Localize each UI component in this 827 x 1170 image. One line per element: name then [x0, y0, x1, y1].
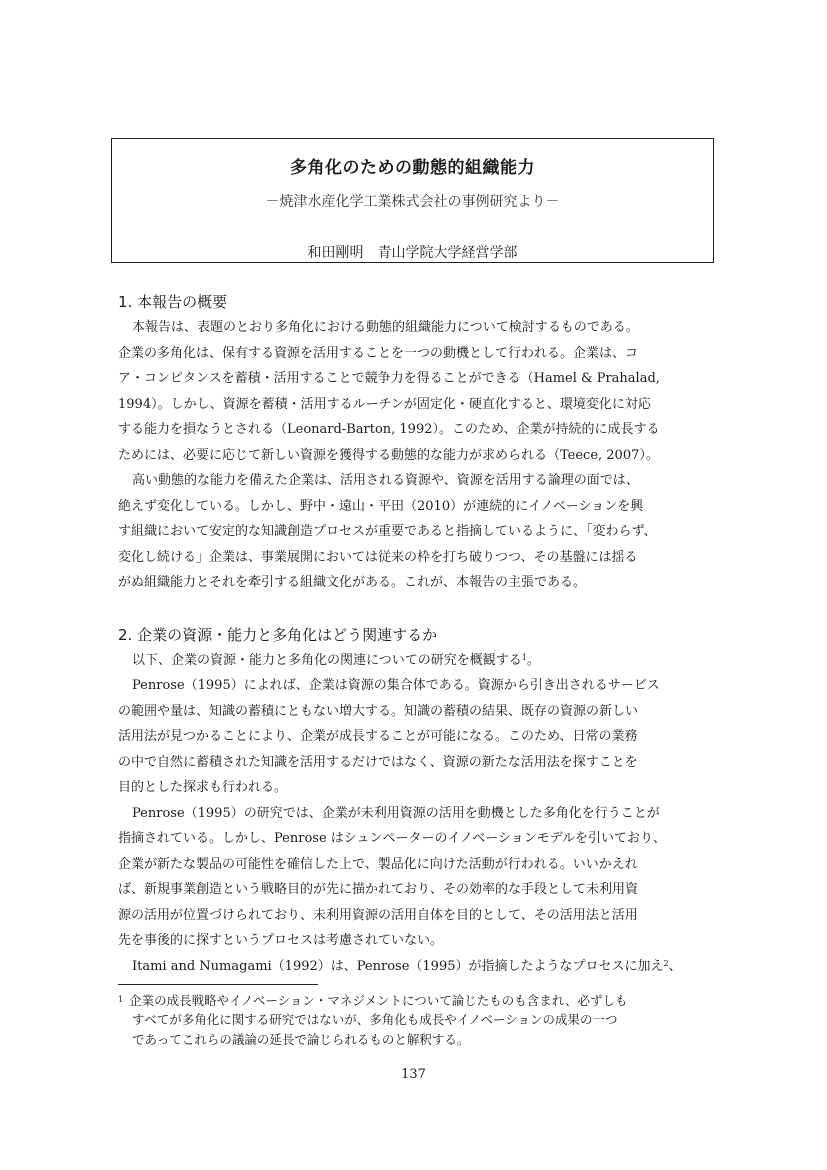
text-line: 先を事後的に探すというプロセスは考慮されていない。 [118, 933, 444, 948]
section-2-heading: 2. 企業の資源・能力と多角化はどう関連するか [118, 625, 438, 644]
text-line: 企業が新たな製品の可能性を確信した上で、製品化に向けた活動が行われる。いいかえれ [118, 856, 638, 872]
text-line: Penrose（1995）の研究では、企業が未利用資源の活用を動機とした多角化を行うことが [132, 805, 660, 821]
text-line: 変化し続ける」企業は、事業展開においては従来の枠を打ち破りつつ、その基盤には揺る [118, 549, 638, 565]
text-line: ためには、必要に応じて新しい資源を獲得する動態的な能力が求められる（Teece, 2007）。 [118, 447, 659, 463]
footnote [118, 990, 718, 1050]
text-line: 絶えず変化している。しかし、野中・遠山・平田（2010）が連続的にイノベーションを興 [118, 498, 644, 514]
author-affiliation: 和田剛明 青山学院大学経営学部 [307, 245, 518, 261]
footnote-ref: 2 [663, 958, 669, 968]
text-line: ば、新規事業創造という戦略目的が先に描かれており、その効率的な手段として未利用資 [118, 882, 639, 897]
footnote-divider [118, 984, 318, 985]
text-line: 1994）。しかし、資源を蓄積・活用するルーチンが固定化・硬直化すると、環境変化に対応 [118, 396, 651, 412]
text-line: す組織において安定的な知識創造プロセスが重要であると指摘しているように、「変わらず、 [118, 524, 657, 539]
text-line: 企業の多角化は、保有する資源を活用することを一つの動機として行われる。企業は、コ [118, 345, 639, 361]
intro-text: 以下、企業の資源・能力と多角化の関連についての研究を概観する [132, 652, 522, 668]
text-line: 活用法が見つかることにより、企業が成長することが可能になる。このため、日常の業務 [118, 729, 638, 744]
text-line: の中で自然に蓄積された知識を活用するだけではなく、資源の新たな活用法を探すことを [118, 754, 638, 770]
text-line [118, 648, 718, 674]
title-box [111, 138, 714, 263]
section-1-body [118, 315, 718, 596]
last-text: Itami and Numagami（1992）は、Penrose（1995）が指摘したようなプロセスに加え [132, 958, 664, 974]
last-end: 、 [668, 958, 682, 974]
text-line: の範囲や量は、知識の蓄積にともない増大する。知識の蓄積の結果、既存の資源の新しい [118, 703, 639, 719]
footnote-text: 企業の成長戦略やイノベーション・マネジメントについて論じたものも含まれ、必ずしも [129, 993, 628, 1008]
section-1-heading: 1. 本報告の概要 [118, 293, 228, 311]
text-line: 指摘されている。しかし、Penrose はシュンペーターのイノベーションモデルを引いており、 [118, 831, 667, 846]
text-line: 本報告は、表題のとおり多角化における動態的組織能力について検討するものである。 [132, 320, 639, 335]
intro-end: 。 [526, 652, 540, 668]
text-line: がぬ組織能力とそれを牽引する組織文化がある。これが、本報告の主張である。 [118, 575, 587, 590]
text-line: する能力を損なうとされる（Leonard-Barton, 1992）。このため、企業が持続的に成長する [118, 422, 660, 437]
text-line [118, 954, 718, 980]
paper-subtitle: －焼津水産化学工業株式会社の事例研究より－ [265, 194, 560, 210]
body-text [118, 289, 718, 979]
text-line: 目的とした探求も行われる。 [118, 780, 288, 795]
text-line: 源の活用が位置づけられており、未利用資源の活用自体を目的として、その活用法と活用 [118, 907, 638, 923]
footnote-ref: 1 [521, 652, 527, 662]
footnote-line [118, 990, 718, 1010]
text-line: 高い動態的な能力を備えた企業は、活用される資源や、資源を活用する論理の面では、 [132, 473, 639, 488]
page-number: 137 [401, 1067, 426, 1082]
footnote-line: すべてが多角化に関する研究ではないが、多角化も成長やイノベーションの成果の一つ [132, 1012, 618, 1027]
text-line: Penrose（1995）によれば、企業は資源の集合体である。資源から引き出されるサービス [132, 678, 660, 693]
section-2-body [118, 648, 718, 980]
footnote-mark: 1 [118, 995, 124, 1004]
paper-title: 多角化のための動態的組織能力 [290, 158, 535, 178]
footnote-line: であってこれらの議論の延長で論じられるものと解釈する。 [132, 1032, 470, 1047]
text-line: ア・コンピタンスを蓄積・活用することで競争力を得ることができる（Hamel & Prahalad, [118, 371, 660, 386]
